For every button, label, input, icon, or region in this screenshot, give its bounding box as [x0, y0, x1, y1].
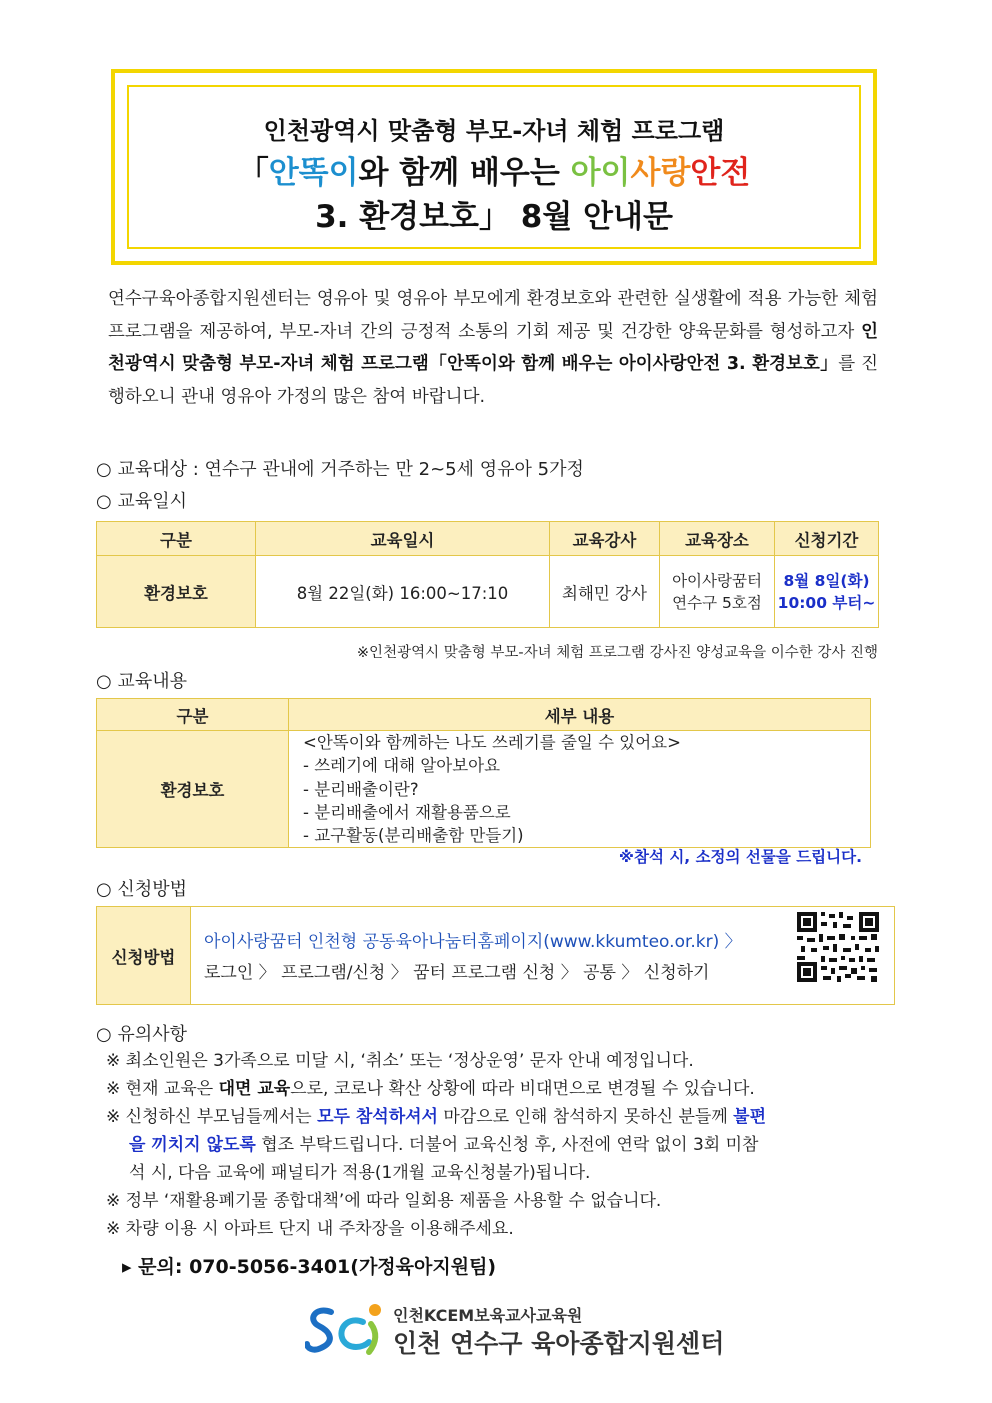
title-line3: 3. 환경보호」 8월 안내문	[315, 199, 673, 235]
caution-3-bold-1: 모두 참석하셔서	[317, 1107, 438, 1127]
title-anjeon: 안전	[690, 155, 751, 191]
caution-3-bold-2: 불편	[733, 1107, 767, 1127]
caution-2-bold: 대면 교육	[218, 1079, 291, 1099]
schedule-period-2: 10:00 부터~	[777, 593, 876, 612]
logo-org-name-top: 인천KCEM보육교사교육원	[393, 1306, 583, 1325]
content-detail	[289, 731, 871, 848]
content-category: 환경보호	[97, 731, 289, 848]
apply-box	[96, 906, 895, 1005]
title-box	[111, 69, 877, 265]
schedule-place-2: 연수구 5호점	[672, 593, 762, 612]
caution-3-bold-3: 을 끼치지 않도록	[129, 1135, 256, 1155]
title-mid: 와 함께 배우는	[358, 155, 571, 191]
apply-steps: 로그인 〉 프로그램/신청 〉 꿈터 프로그램 신청 〉 공통 〉 신청하기	[204, 963, 710, 983]
contact-line: ▸ 문의: 070-5056-3401(가정육아지원팀)	[122, 1256, 497, 1278]
schedule-header-row	[97, 522, 879, 556]
caution-heading: ○ 유의사항	[96, 1024, 187, 1045]
intro-paragraph	[108, 283, 878, 413]
schedule-col-period: 신청기간	[775, 522, 879, 556]
schedule-row	[97, 556, 879, 628]
title-ai: 아이	[570, 155, 631, 191]
caution-item-1: ※ 최소인원은 3가족으로 미달 시, ‘취소’ 또는 ‘정상운영’ 문자 안내 예정입니다.	[106, 1051, 694, 1071]
caution-item-3	[106, 1103, 766, 1131]
caution-item-2	[106, 1075, 755, 1103]
apply-instructions	[191, 907, 742, 1004]
schedule-period	[775, 556, 879, 628]
schedule-category: 환경보호	[97, 556, 256, 628]
schedule-place-1: 아이사랑꿈터	[672, 571, 762, 590]
intro-text-2: 를 진행하오니 관내 영유아 가정의 많은 참여 바랍니다.	[108, 354, 878, 407]
schedule-period-1: 8월 8일(화)	[783, 571, 870, 590]
content-item: - 교구활동(분리배출함 만들기)	[303, 826, 524, 846]
caution-3f: 협조 부탁드립니다. 더불어 교육신청 후, 사전에 연락 없이 3회 미참	[255, 1135, 759, 1155]
content-item: <안똑이와 함께하는 나도 쓰레기를 줄일 수 있어요>	[303, 733, 681, 752]
caution-3c: 마감으로 인해 참석하지 못하신 분들께	[437, 1107, 734, 1127]
content-table	[96, 698, 871, 848]
apply-link-text[interactable]: 아이사랑꿈터 인천형 공동육아나눔터홈페이지(www.kkumteo.or.kr) 〉	[204, 932, 742, 952]
schedule-heading: ○ 교육일시	[96, 491, 187, 512]
qr-code-icon	[797, 912, 879, 988]
content-item: - 쓰레기에 대해 알아보아요	[303, 756, 501, 776]
content-item: - 분리배출에서 재활용품으로	[303, 802, 511, 822]
instructor-note: ※인천광역시 맞춤형 부모-자녀 체험 프로그램 강사진 양성교육을 이수한 강사 진행	[356, 645, 878, 661]
caution-item-3-cont2: 석 시, 다음 교육에 패널티가 적용(1개월 교육신청불가)됩니다.	[129, 1163, 591, 1183]
content-col-category: 구분	[97, 699, 289, 731]
title-line1: 인천광역시 맞춤형 부모-자녀 체험 프로그램	[263, 117, 725, 145]
schedule-col-datetime: 교육일시	[256, 522, 550, 556]
schedule-col-category: 구분	[97, 522, 256, 556]
title-andoki: 안똑이	[268, 155, 359, 191]
caution-3a: ※ 신청하신 부모님들께서는	[106, 1107, 318, 1127]
content-header-row	[97, 699, 871, 731]
intro-program-name: 인천광역시 맞춤형 부모-자녀 체험 프로그램「안똑이와 함께 배우는 아이사랑안전 3. 환경보호」	[108, 321, 878, 374]
gift-note: ※참석 시, 소정의 선물을 드립니다.	[618, 848, 862, 866]
schedule-place	[660, 556, 775, 628]
schedule-table	[96, 521, 879, 628]
schedule-instructor: 최해민 강사	[550, 556, 660, 628]
caution-2a: ※ 현재 교육은	[106, 1079, 219, 1099]
content-col-detail: 세부 내용	[289, 699, 871, 731]
caution-2c: 으로, 코로나 확산 상황에 따라 비대면으로 변경될 수 있습니다.	[290, 1079, 755, 1099]
target-line: ○ 교육대상 : 연수구 관내에 거주하는 만 2~5세 영유아 5가정	[96, 459, 584, 480]
content-row	[97, 731, 871, 848]
schedule-col-place: 교육장소	[660, 522, 775, 556]
intro-text-1: 연수구육아종합지원센터는 영유아 및 영유아 부모에게 환경보호와 관련한 실생활에 적용 가능한 체험 프로그램을 제공하여, 부모-자녀 간의 긍정적 소통의 기회 제공 및 건강한 양육문화를 형성하고자	[108, 289, 878, 342]
apply-heading: ○ 신청방법	[96, 879, 187, 900]
caution-item-4: ※ 정부 ‘재활용폐기물 종합대책’에 따라 일회용 제품을 사용할 수 없습니다.	[106, 1191, 662, 1211]
title-bracket: 「	[237, 155, 269, 191]
title-line2	[115, 147, 873, 192]
content-item: - 분리배출이란?	[303, 779, 419, 799]
caution-item-5: ※ 차량 이용 시 아파트 단지 내 주차장을 이용해주세요.	[106, 1219, 514, 1239]
center-logo-icon	[305, 1302, 391, 1358]
logo-org-name: 인천 연수구 육아종합지원센터	[393, 1329, 725, 1358]
schedule-datetime: 8월 22일(화) 16:00~17:10	[256, 556, 550, 628]
schedule-col-instructor: 교육강사	[550, 522, 660, 556]
title-sarang: 사랑	[630, 155, 691, 191]
apply-label: 신청방법	[97, 907, 191, 1004]
caution-item-3-cont	[129, 1131, 758, 1159]
content-heading: ○ 교육내용	[96, 671, 187, 692]
